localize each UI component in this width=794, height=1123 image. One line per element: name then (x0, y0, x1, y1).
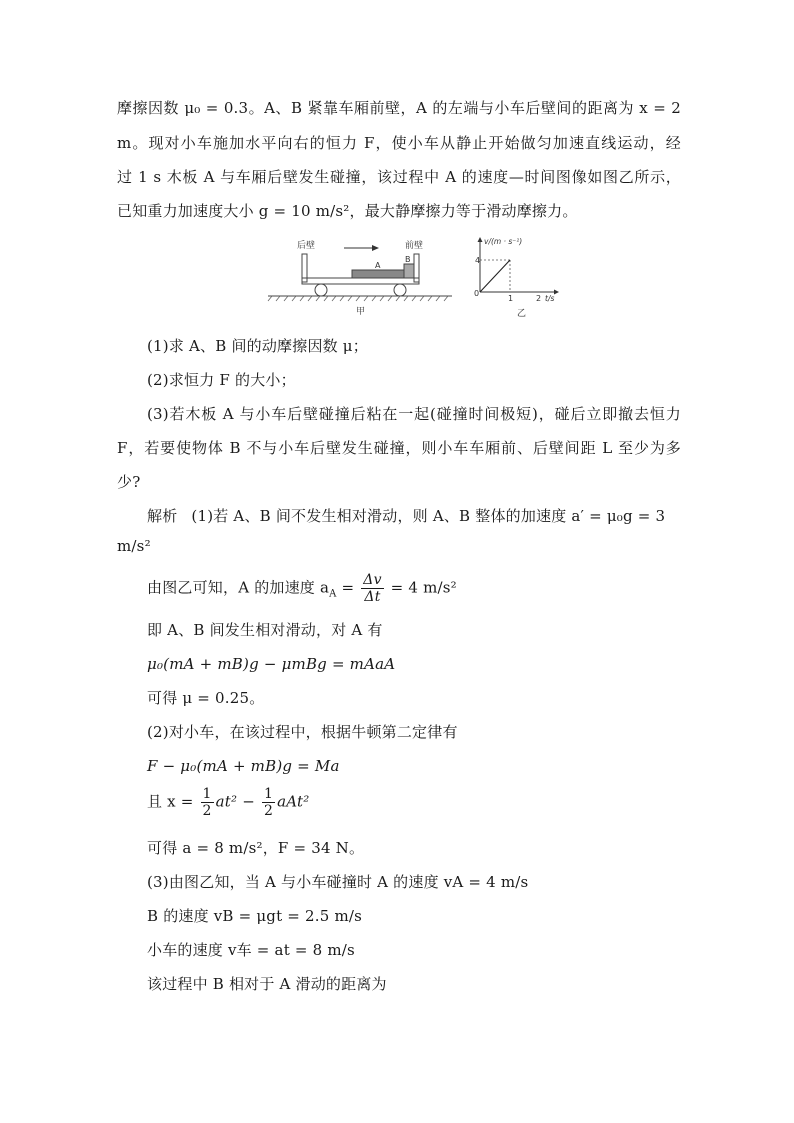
rear-wall-label: 后壁 (297, 241, 316, 251)
fraction-dv-dt (361, 572, 383, 605)
problem-line-1: 摩擦因数 μ₀ = 0.3。A、B 紧靠车厢前壁，A 的左端与小车后壁间的距离为 x = 2 (117, 99, 681, 117)
wheel-right (394, 284, 406, 296)
solution-3-line-1: (3)由图乙知，当 A 与小车碰撞时 A 的速度 vA = 4 m/s (147, 873, 529, 891)
figure-yi-caption: 乙 (517, 309, 527, 319)
fraction-num: Δv (363, 572, 382, 588)
y-axis-arrow-icon (478, 237, 483, 242)
board-a (352, 270, 404, 278)
solution-accel-a (147, 572, 711, 607)
solution-1-text: (1)若 A、B 间不发生相对滑动，则 A、B 整体的加速度 a′ = μ₀g = 3 (191, 507, 666, 525)
x-axis-arrow-icon (554, 290, 559, 295)
half-num-2: 1 (263, 786, 274, 802)
problem-line-3: 过 1 s 木板 A 与车厢后壁发生碰撞，该过程中 A 的速度—时间图像如图乙所示， (117, 168, 681, 186)
solution-line-2: m/s² (117, 537, 151, 555)
question-3-line-2: F，若要使物体 B 不与小车后壁发生碰撞，则小车车厢前、后壁间距 L 至少为多 (117, 439, 681, 457)
half-num-1: 1 (202, 786, 212, 802)
question-2: (2)求恒力 F 的大小； (147, 371, 296, 389)
block-b-label: B (405, 255, 411, 264)
accel-a-eq: = (341, 578, 355, 597)
half-den-1: 2 (202, 803, 212, 819)
cart-floor (302, 278, 419, 284)
question-3-line-1: (3)若木板 A 与小车后壁碰撞后粘在一起(碰撞时间极短)，碰后立即撤去恒力 (147, 405, 681, 423)
fraction-half-1 (201, 786, 214, 819)
question-3-line-3: 少? (117, 473, 141, 491)
solution-equation-1: μ₀(mA + mB)g − μmBg = mAaA (147, 655, 396, 673)
figure-jia-yi (266, 236, 566, 320)
block-b (404, 264, 414, 278)
solution-2-line-1: (2)对小车，在该过程中，根据牛顿第二定律有 (147, 723, 458, 741)
arrow-head-icon (372, 245, 379, 251)
wheel-left (315, 284, 327, 296)
figure-yi (474, 237, 559, 319)
x-tick-2: 2 (536, 294, 542, 303)
problem-line-4: 已知重力加速度大小 g = 10 m/s²，最大静摩擦力等于滑动摩擦力。 (117, 202, 578, 220)
solution-result-f: 可得 a = 8 m/s²，F = 34 N。 (147, 839, 365, 857)
solution-tag: 解析 (147, 507, 178, 525)
y-tick-4: 4 (475, 256, 481, 265)
origin-label: 0 (474, 289, 480, 298)
fraction-half-2 (262, 786, 275, 819)
accel-a-sub: A (329, 588, 337, 600)
displacement-mid: at² − (215, 792, 255, 811)
front-wall-label: 前壁 (405, 241, 424, 251)
solution-3-line-3: 小车的速度 v车 = at = 8 m/s (147, 941, 355, 959)
solution-equation-2: F − μ₀(mA + mB)g = Ma (147, 757, 340, 775)
x-axis-label: t/s (545, 294, 555, 303)
displacement-pre: 且 x = (147, 792, 194, 811)
solution-displacement (147, 786, 711, 819)
ground-hatching (268, 296, 448, 301)
accel-a-pre: 由图乙可知，A 的加速度 a (147, 578, 330, 597)
figure-svg (266, 236, 566, 320)
figure-jia-caption: 甲 (356, 307, 366, 317)
x-tick-1: 1 (508, 294, 514, 303)
problem-line-2: m。现对小车施加水平向右的恒力 F，使小车从静止开始做匀加速直线运动，经 (117, 134, 681, 152)
solution-line-4: 即 A、B 间发生相对滑动，对 A 有 (147, 621, 383, 639)
accel-a-post: = 4 m/s² (390, 578, 457, 597)
displacement-post: aAt² (277, 792, 310, 811)
solution-3-line-2: B 的速度 vB = μgt = 2.5 m/s (147, 907, 363, 925)
solution-result-mu: 可得 μ = 0.25。 (147, 689, 265, 707)
y-axis-label: v/(m · s⁻¹) (484, 237, 523, 246)
solution-3-line-4: 该过程中 B 相对于 A 滑动的距离为 (147, 975, 387, 993)
velocity-line (480, 260, 510, 292)
block-a-label: A (375, 261, 381, 270)
fraction-den: Δt (364, 589, 381, 605)
figure-jia (268, 239, 452, 317)
question-1: (1)求 A、B 间的动摩擦因数 μ； (147, 337, 368, 355)
half-den-2: 2 (263, 803, 274, 819)
solution-line-1 (147, 506, 681, 526)
